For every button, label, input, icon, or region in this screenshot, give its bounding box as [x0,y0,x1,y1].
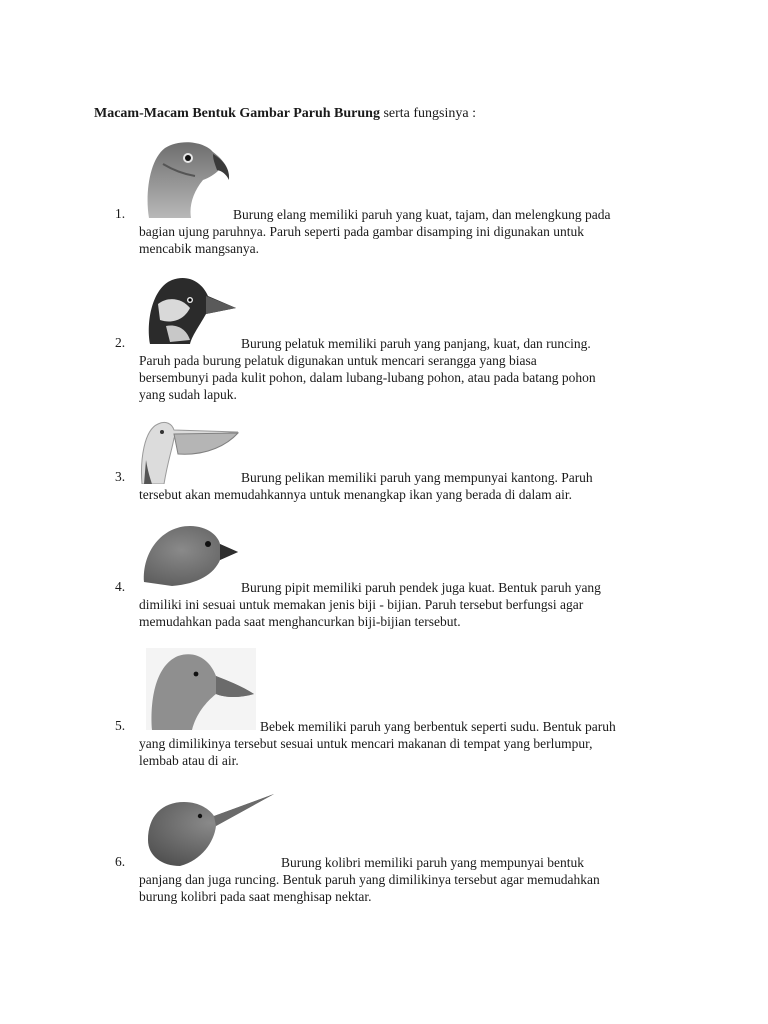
title-bold: Macam-Macam Bentuk Gambar Paruh Burung [94,106,380,121]
woodpecker-head-icon [146,274,238,346]
item-number: 2. [115,335,126,350]
item-line: lembab atau di air. [139,753,239,768]
item-number: 6. [115,854,126,869]
item-line: panjang dan juga runcing. Bentuk paruh yang dimilikinya tersebut agar memudahkan [139,872,600,887]
title-normal: serta fungsinya : [379,106,476,121]
hummingbird-head-icon [144,790,276,868]
item-description [139,735,699,769]
item-line: yang sudah lapuk. [139,387,237,402]
item-line: tersebut akan memudahkannya untuk menangkap ikan yang berada di dalam air. [139,487,572,502]
item-line: dimiliki ini sesuai untuk memakan jenis biji - bijian. Paruh tersebut berfungsi agar [139,597,584,612]
item-description [139,223,699,257]
item-first-line: Burung elang memiliki paruh yang kuat, tajam, dan melengkung pada [233,207,611,222]
duck-head-icon [146,648,256,730]
item-description [139,596,699,630]
eagle-head-icon [143,140,231,220]
item-number: 5. [115,718,126,733]
item-line: yang dimilikinya tersebut sesuai untuk mencari makanan di tempat yang berlumpur, [139,736,593,751]
sparrow-head-icon [142,522,240,588]
item-line: mencabik mangsanya. [139,241,259,256]
item-first-line: Burung pelikan memiliki paruh yang mempunyai kantong. Paruh [241,470,593,485]
item-description [139,352,699,403]
item-first-line: Burung kolibri memiliki paruh yang mempunyai bentuk [281,855,584,870]
page-title [94,106,476,122]
item-first-line: Burung pelatuk memiliki paruh yang panjang, kuat, dan runcing. [241,336,591,351]
item-line: memudahkan pada saat menghancurkan biji-bijian tersebut. [139,614,461,629]
item-line: burung kolibri pada saat menghisap nektar. [139,889,372,904]
item-line: bersembunyi pada kulit pohon, dalam lubang-lubang pohon, atau pada batang pohon [139,370,596,385]
item-number: 3. [115,469,126,484]
pelican-head-icon [138,420,240,484]
item-first-line: Burung pipit memiliki paruh pendek juga kuat. Bentuk paruh yang [241,580,601,595]
item-line: bagian ujung paruhnya. Paruh seperti pada gambar disamping ini digunakan untuk [139,224,585,239]
item-description [139,486,699,503]
item-number: 4. [115,579,126,594]
item-first-line: Bebek memiliki paruh yang berbentuk seperti sudu. Bentuk paruh [260,719,616,734]
item-number: 1. [115,206,126,221]
item-line: Paruh pada burung pelatuk digunakan untuk mencari serangga yang biasa [139,353,537,368]
item-description [139,871,699,905]
